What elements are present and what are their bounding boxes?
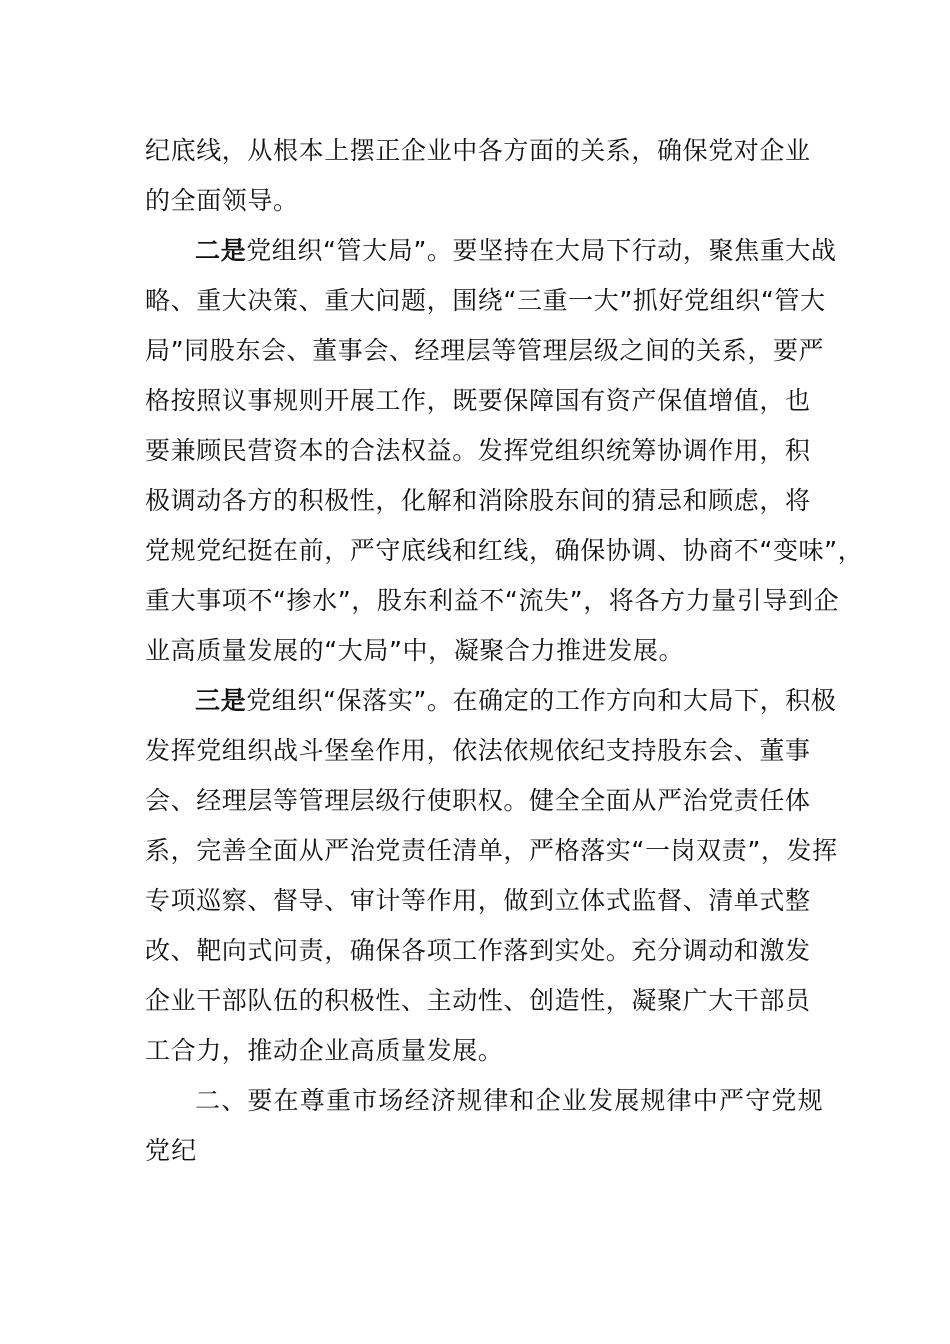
text-line: 极调动各方的积极性，化解和消除股东间的猜忌和顾虑，将: [145, 486, 811, 515]
section-heading-continued: 党纪: [145, 1136, 198, 1165]
text-line: 局”同股东会、董事会、经理层等管理层级之间的关系，要严: [145, 336, 825, 365]
text-line: 党规党纪挺在前，严守底线和红线，确保协调、协商不“变味”，: [145, 536, 864, 565]
text-line: 系，完善全面从严治党责任清单，严格落实“一岗双责”，发挥: [145, 836, 838, 865]
paragraph-start-line: [145, 226, 837, 276]
text-line: 企业干部队伍的积极性、主动性、创造性，凝聚广大干部员: [145, 986, 811, 1015]
text-line: 要兼顾民营资本的合法权益。发挥党组织统筹协调作用，积: [145, 436, 811, 465]
text-line: 格按照议事规则开展工作，既要保障国有资产保值增值，也: [145, 386, 811, 415]
paragraph-lead: 二是: [195, 236, 247, 265]
text-line: 重大事项不“掺水”，股东利益不“流失”，将各方力量引导到企: [145, 586, 840, 615]
paragraph-text: 党组织“保落实”。在确定的工作方向和大局下，积极: [246, 686, 837, 715]
text-line: 业高质量发展的“大局”中，凝聚合力推进发展。: [145, 636, 685, 665]
text-line: 改、靶向式问责，确保各项工作落到实处。充分调动和激发: [145, 936, 811, 965]
paragraph-text: 党组织“管大局”。要坚持在大局下行动，聚焦重大战: [246, 236, 837, 265]
text-line: 纪底线，从根本上摆正企业中各方面的关系，确保党对企业: [145, 136, 811, 165]
paragraph-start-line: [145, 676, 837, 726]
text-line: 略、重大决策、重大问题，围绕“三重一大”抓好党组织“管大: [145, 286, 826, 315]
text-line: 会、经理层等管理层级行使职权。健全全面从严治党责任体: [145, 786, 811, 815]
text-line: 发挥党组织战斗堡垒作用，依法依规依纪支持股东会、董事: [145, 736, 811, 765]
section-heading: 二、要在尊重市场经济规律和企业发展规律中严守党规: [195, 1086, 824, 1115]
body-text: [145, 126, 864, 1176]
text-line: 的全面领导。: [145, 186, 299, 215]
paragraph-lead: 三是: [195, 686, 247, 715]
text-line: 工合力，推动企业高质量发展。: [145, 1036, 504, 1065]
text-line: 专项巡察、督导、审计等作用，做到立体式监督、清单式整: [145, 886, 811, 915]
